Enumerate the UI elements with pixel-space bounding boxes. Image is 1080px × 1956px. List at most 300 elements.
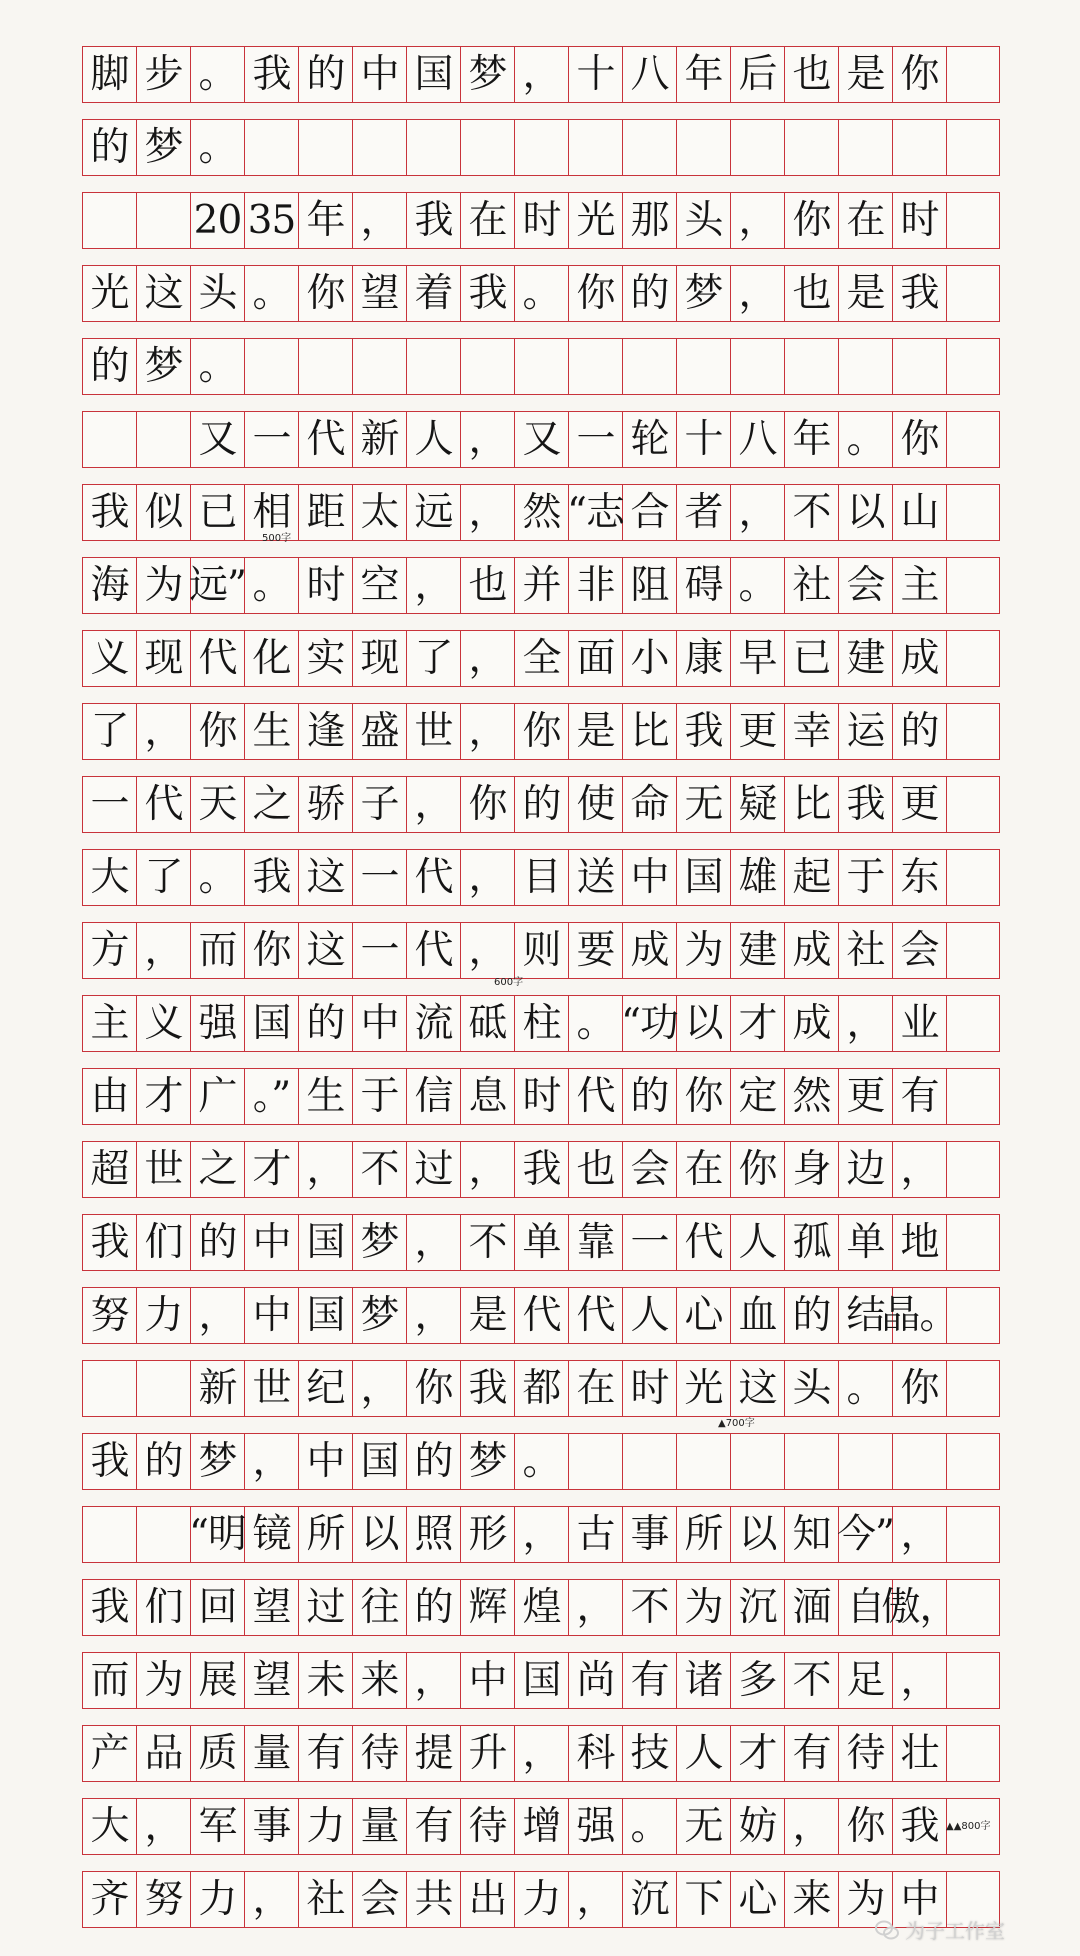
grid-cell: 你 bbox=[785, 193, 839, 248]
grid-cell: 面 bbox=[569, 631, 623, 686]
grid-cell: 目 bbox=[515, 850, 569, 905]
grid-row bbox=[82, 119, 1000, 176]
grid-cell: 海 bbox=[83, 558, 137, 613]
grid-cell: 并 bbox=[515, 558, 569, 613]
grid-cell: 共 bbox=[407, 1872, 461, 1927]
grid-cell bbox=[893, 1434, 947, 1489]
grid-cell: 国 bbox=[515, 1653, 569, 1708]
grid-cell: 心 bbox=[677, 1288, 731, 1343]
grid-cell bbox=[947, 1507, 1001, 1562]
grid-cell: ， bbox=[137, 923, 191, 978]
grid-cell: 实 bbox=[299, 631, 353, 686]
grid-cell bbox=[83, 1361, 137, 1416]
grid-cell bbox=[947, 996, 1001, 1051]
grid-cell: 命 bbox=[623, 777, 677, 832]
grid-cell: 以 bbox=[677, 996, 731, 1051]
word-count-marker-600: 600字 bbox=[494, 977, 524, 988]
grid-cell: ， bbox=[893, 1653, 947, 1708]
grid-cell: 八 bbox=[731, 412, 785, 467]
grid-cell: 产 bbox=[83, 1726, 137, 1781]
grid-cell: 使 bbox=[569, 777, 623, 832]
grid-cell: 所 bbox=[299, 1507, 353, 1562]
grid-cell bbox=[245, 120, 299, 175]
grid-cell: 全 bbox=[515, 631, 569, 686]
grid-cell: 十 bbox=[569, 47, 623, 102]
grid-cell: 。 bbox=[839, 1361, 893, 1416]
grid-cell: 往 bbox=[353, 1580, 407, 1635]
grid-cell: 中 bbox=[353, 996, 407, 1051]
grid-cell: 我 bbox=[515, 1142, 569, 1197]
grid-row bbox=[82, 411, 1000, 468]
grid-cell bbox=[677, 1434, 731, 1489]
grid-cell: 头 bbox=[785, 1361, 839, 1416]
grid-cell: 太 bbox=[353, 485, 407, 540]
grid-cell: 沉 bbox=[731, 1580, 785, 1635]
grid-cell: 然 bbox=[785, 1069, 839, 1124]
grid-cell: 靠 bbox=[569, 1215, 623, 1270]
grid-cell: 待 bbox=[461, 1799, 515, 1854]
grid-cell bbox=[515, 120, 569, 175]
grid-cell: 又 bbox=[191, 412, 245, 467]
grid-cell: 的 bbox=[83, 120, 137, 175]
grid-row bbox=[82, 1068, 1000, 1125]
grid-cell bbox=[947, 704, 1001, 759]
grid-cell: 的 bbox=[407, 1580, 461, 1635]
grid-cell: 脚 bbox=[83, 47, 137, 102]
grid-cell: 梦 bbox=[137, 339, 191, 394]
grid-cell: 人 bbox=[677, 1726, 731, 1781]
grid-cell: 你 bbox=[893, 1361, 947, 1416]
grid-cell: 的 bbox=[299, 47, 353, 102]
grid-cell: 社 bbox=[839, 923, 893, 978]
grid-cell: 望 bbox=[245, 1580, 299, 1635]
grid-cell: 新 bbox=[191, 1361, 245, 1416]
grid-cell bbox=[893, 339, 947, 394]
grid-cell: ， bbox=[461, 923, 515, 978]
grid-cell: 而 bbox=[83, 1653, 137, 1708]
grid-cell: 我 bbox=[893, 266, 947, 321]
grid-cell: 是 bbox=[461, 1288, 515, 1343]
grid-cell: 国 bbox=[299, 1288, 353, 1343]
grid-cell: 息 bbox=[461, 1069, 515, 1124]
grid-cell: ， bbox=[731, 485, 785, 540]
grid-cell bbox=[839, 120, 893, 175]
grid-cell: 者 bbox=[677, 485, 731, 540]
grid-cell: 来 bbox=[353, 1653, 407, 1708]
grid-cell: 努 bbox=[83, 1288, 137, 1343]
grid-cell: 知 bbox=[785, 1507, 839, 1562]
grid-cell bbox=[137, 193, 191, 248]
grid-cell: 时 bbox=[299, 558, 353, 613]
grid-cell: ， bbox=[461, 1142, 515, 1197]
grid-cell: 我 bbox=[83, 485, 137, 540]
grid-cell: 人 bbox=[407, 412, 461, 467]
grid-row bbox=[82, 1141, 1000, 1198]
grid-cell: ， bbox=[893, 1507, 947, 1562]
grid-cell: 时 bbox=[515, 193, 569, 248]
grid-cell: 湎 bbox=[785, 1580, 839, 1635]
grid-cell: 化 bbox=[245, 631, 299, 686]
grid-cell: 在 bbox=[677, 1142, 731, 1197]
grid-cell bbox=[785, 339, 839, 394]
grid-cell: 未 bbox=[299, 1653, 353, 1708]
grid-cell: ， bbox=[569, 1580, 623, 1635]
grid-cell: 光 bbox=[569, 193, 623, 248]
grid-cell: 义 bbox=[83, 631, 137, 686]
grid-cell: ， bbox=[299, 1142, 353, 1197]
grid-cell: 有 bbox=[785, 1726, 839, 1781]
grid-cell: 才 bbox=[731, 996, 785, 1051]
grid-cell bbox=[947, 339, 1001, 394]
grid-cell bbox=[947, 850, 1001, 905]
grid-row bbox=[82, 849, 1000, 906]
grid-cell bbox=[839, 339, 893, 394]
grid-cell: 你 bbox=[407, 1361, 461, 1416]
grid-cell bbox=[947, 558, 1001, 613]
grid-cell: 这 bbox=[137, 266, 191, 321]
word-count-marker-700: ▲700字 bbox=[718, 1418, 755, 1429]
word-count-marker-500: 500字 bbox=[262, 533, 292, 544]
grid-cell: 待 bbox=[839, 1726, 893, 1781]
grid-cell: 的 bbox=[515, 777, 569, 832]
grid-cell: 质 bbox=[191, 1726, 245, 1781]
grid-cell: 大 bbox=[83, 850, 137, 905]
grid-cell: 我 bbox=[245, 47, 299, 102]
grid-row bbox=[82, 1725, 1000, 1782]
grid-cell: 代 bbox=[137, 777, 191, 832]
grid-cell: 后 bbox=[731, 47, 785, 102]
grid-cell: 你 bbox=[893, 47, 947, 102]
grid-cell: 时 bbox=[623, 1361, 677, 1416]
grid-cell: ， bbox=[893, 1142, 947, 1197]
grid-cell bbox=[137, 1361, 191, 1416]
grid-cell: 们 bbox=[137, 1580, 191, 1635]
grid-row bbox=[82, 1871, 1000, 1928]
grid-cell bbox=[947, 631, 1001, 686]
grid-cell bbox=[353, 120, 407, 175]
grid-cell: 人 bbox=[731, 1215, 785, 1270]
grid-cell: 你 bbox=[569, 266, 623, 321]
grid-cell: 增 bbox=[515, 1799, 569, 1854]
grid-cell: 过 bbox=[407, 1142, 461, 1197]
grid-cell: 。” bbox=[245, 1069, 299, 1124]
grid-cell: 的 bbox=[407, 1434, 461, 1489]
grid-cell: 比 bbox=[785, 777, 839, 832]
grid-cell: 在 bbox=[569, 1361, 623, 1416]
grid-cell: 而 bbox=[191, 923, 245, 978]
grid-row bbox=[82, 1433, 1000, 1490]
grid-cell: 光 bbox=[677, 1361, 731, 1416]
grid-cell: 单 bbox=[839, 1215, 893, 1270]
grid-cell: 这 bbox=[299, 923, 353, 978]
grid-cell: “功 bbox=[623, 996, 677, 1051]
grid-cell bbox=[947, 47, 1001, 102]
grid-cell: ， bbox=[515, 1726, 569, 1781]
grid-cell: 又 bbox=[515, 412, 569, 467]
grid-cell bbox=[461, 120, 515, 175]
grid-cell: 为 bbox=[137, 1653, 191, 1708]
grid-cell: 世 bbox=[245, 1361, 299, 1416]
grid-cell: ， bbox=[461, 412, 515, 467]
grid-cell: 有 bbox=[299, 1726, 353, 1781]
grid-cell: 中 bbox=[623, 850, 677, 905]
grid-cell: 人 bbox=[623, 1288, 677, 1343]
grid-cell: 送 bbox=[569, 850, 623, 905]
grid-cell: 我 bbox=[83, 1434, 137, 1489]
grid-cell: 光 bbox=[83, 266, 137, 321]
grid-cell: 更 bbox=[839, 1069, 893, 1124]
grid-cell bbox=[83, 193, 137, 248]
grid-cell: 的 bbox=[623, 266, 677, 321]
grid-cell bbox=[731, 339, 785, 394]
grid-cell: 技 bbox=[623, 1726, 677, 1781]
grid-cell: 一 bbox=[83, 777, 137, 832]
grid-cell: 。 bbox=[191, 120, 245, 175]
grid-cell: 生 bbox=[245, 704, 299, 759]
grid-cell: 不 bbox=[785, 1653, 839, 1708]
grid-cell: 力 bbox=[191, 1872, 245, 1927]
grid-row bbox=[82, 192, 1000, 249]
grid-cell: ， bbox=[353, 193, 407, 248]
grid-cell: 已 bbox=[785, 631, 839, 686]
grid-cell: 力 bbox=[515, 1872, 569, 1927]
grid-cell: 主 bbox=[893, 558, 947, 613]
grid-row bbox=[82, 338, 1000, 395]
grid-cell: 代 bbox=[515, 1288, 569, 1343]
grid-cell: ， bbox=[731, 266, 785, 321]
grid-cell: ， bbox=[461, 631, 515, 686]
grid-cell: 代 bbox=[407, 923, 461, 978]
grid-cell: 相 bbox=[245, 485, 299, 540]
grid-cell: 地 bbox=[893, 1215, 947, 1270]
grid-cell: 形 bbox=[461, 1507, 515, 1562]
grid-cell: 会 bbox=[353, 1872, 407, 1927]
grid-cell: 不 bbox=[353, 1142, 407, 1197]
grid-cell: 定 bbox=[731, 1069, 785, 1124]
grid-cell: 血 bbox=[731, 1288, 785, 1343]
grid-cell: 八 bbox=[623, 47, 677, 102]
grid-cell: 我 bbox=[461, 266, 515, 321]
grid-cell: 纪 bbox=[299, 1361, 353, 1416]
grid-cell: 时 bbox=[893, 193, 947, 248]
grid-cell: 的 bbox=[137, 1434, 191, 1489]
grid-cell: 我 bbox=[245, 850, 299, 905]
grid-cell: 。 bbox=[515, 266, 569, 321]
grid-cell bbox=[677, 120, 731, 175]
grid-cell: 超 bbox=[83, 1142, 137, 1197]
grid-cell: 的 bbox=[191, 1215, 245, 1270]
grid-cell bbox=[623, 339, 677, 394]
grid-cell: 你 bbox=[839, 1799, 893, 1854]
grid-cell: 的 bbox=[299, 996, 353, 1051]
grid-cell: 力 bbox=[137, 1288, 191, 1343]
grid-cell: 梦 bbox=[137, 120, 191, 175]
grid-cell: 才 bbox=[137, 1069, 191, 1124]
grid-cell: 也 bbox=[569, 1142, 623, 1197]
grid-cell bbox=[731, 1434, 785, 1489]
grid-cell: 展 bbox=[191, 1653, 245, 1708]
grid-cell: 的 bbox=[83, 339, 137, 394]
grid-cell: 回 bbox=[191, 1580, 245, 1635]
grid-cell: ， bbox=[461, 485, 515, 540]
grid-cell: 起 bbox=[785, 850, 839, 905]
grid-cell: ， bbox=[731, 193, 785, 248]
grid-cell: 下 bbox=[677, 1872, 731, 1927]
grid-row bbox=[82, 1360, 1000, 1417]
grid-cell: 一 bbox=[569, 412, 623, 467]
grid-cell: 事 bbox=[623, 1507, 677, 1562]
grid-cell: 。 bbox=[839, 412, 893, 467]
grid-cell bbox=[893, 120, 947, 175]
grid-cell: 年 bbox=[299, 193, 353, 248]
grid-row bbox=[82, 1579, 1000, 1636]
grid-row bbox=[82, 1287, 1000, 1344]
grid-cell: 子 bbox=[353, 777, 407, 832]
grid-cell: 成 bbox=[785, 923, 839, 978]
grid-cell bbox=[83, 412, 137, 467]
grid-cell: 国 bbox=[299, 1215, 353, 1270]
grid-cell: 运 bbox=[839, 704, 893, 759]
grid-cell: 待 bbox=[353, 1726, 407, 1781]
grid-cell: 主 bbox=[83, 996, 137, 1051]
grid-cell bbox=[299, 120, 353, 175]
grid-cell: 国 bbox=[353, 1434, 407, 1489]
grid-row bbox=[82, 1506, 1000, 1563]
grid-row bbox=[82, 1214, 1000, 1271]
grid-cell: 也 bbox=[785, 47, 839, 102]
grid-cell: 中 bbox=[461, 1653, 515, 1708]
grid-cell: 幸 bbox=[785, 704, 839, 759]
grid-cell: 新 bbox=[353, 412, 407, 467]
grid-cell: ， bbox=[407, 777, 461, 832]
grid-cell: 妨 bbox=[731, 1799, 785, 1854]
grid-cell: 品 bbox=[137, 1726, 191, 1781]
grid-cell: 单 bbox=[515, 1215, 569, 1270]
grid-cell: 在 bbox=[461, 193, 515, 248]
grid-cell: 。 bbox=[569, 996, 623, 1051]
grid-cell: 我 bbox=[83, 1580, 137, 1635]
grid-cell: ， bbox=[407, 558, 461, 613]
grid-cell: 。 bbox=[731, 558, 785, 613]
grid-cell bbox=[947, 1580, 1001, 1635]
grid-cell: 的 bbox=[785, 1288, 839, 1343]
grid-cell: 逢 bbox=[299, 704, 353, 759]
grid-cell: 晶。 bbox=[893, 1288, 947, 1343]
grid-cell bbox=[947, 1726, 1001, 1781]
grid-cell: 比 bbox=[623, 704, 677, 759]
grid-cell: 也 bbox=[785, 266, 839, 321]
grid-cell: 中 bbox=[245, 1288, 299, 1343]
grid-cell: 升 bbox=[461, 1726, 515, 1781]
grid-cell: 国 bbox=[677, 850, 731, 905]
grid-row bbox=[82, 995, 1000, 1052]
grid-cell: 以 bbox=[353, 1507, 407, 1562]
grid-cell: 们 bbox=[137, 1215, 191, 1270]
grid-cell: 一 bbox=[353, 850, 407, 905]
grid-cell bbox=[785, 1434, 839, 1489]
grid-cell bbox=[947, 1434, 1001, 1489]
grid-cell: “明 bbox=[191, 1507, 245, 1562]
grid-cell: 。 bbox=[191, 47, 245, 102]
grid-cell: 孤 bbox=[785, 1215, 839, 1270]
grid-cell bbox=[137, 1507, 191, 1562]
grid-cell bbox=[947, 1069, 1001, 1124]
grid-cell: 自 bbox=[839, 1580, 893, 1635]
grid-cell: 时 bbox=[515, 1069, 569, 1124]
grid-cell: 现 bbox=[353, 631, 407, 686]
grid-cell: 则 bbox=[515, 923, 569, 978]
grid-cell: ， bbox=[569, 1872, 623, 1927]
grid-row bbox=[82, 484, 1000, 541]
grid-cell bbox=[461, 339, 515, 394]
grid-cell: 国 bbox=[245, 996, 299, 1051]
grid-row bbox=[82, 1652, 1000, 1709]
grid-cell bbox=[299, 339, 353, 394]
grid-cell: 来 bbox=[785, 1872, 839, 1927]
grid-cell: 为 bbox=[137, 558, 191, 613]
grid-cell: 业 bbox=[893, 996, 947, 1051]
grid-cell bbox=[407, 339, 461, 394]
grid-cell: 望 bbox=[245, 1653, 299, 1708]
grid-cell: 不 bbox=[623, 1580, 677, 1635]
grid-cell: 之 bbox=[191, 1142, 245, 1197]
grid-cell: ， bbox=[245, 1434, 299, 1489]
grid-cell: 了 bbox=[83, 704, 137, 759]
grid-cell: 也 bbox=[461, 558, 515, 613]
grid-cell: 齐 bbox=[83, 1872, 137, 1927]
grid-cell: 义 bbox=[137, 996, 191, 1051]
grid-cell: ， bbox=[785, 1799, 839, 1854]
grid-cell bbox=[353, 339, 407, 394]
grid-cell: 古 bbox=[569, 1507, 623, 1562]
grid-row bbox=[82, 557, 1000, 614]
grid-cell: 代 bbox=[677, 1215, 731, 1270]
grid-cell bbox=[947, 923, 1001, 978]
grid-cell bbox=[947, 1288, 1001, 1343]
grid-cell: 柱 bbox=[515, 996, 569, 1051]
grid-cell: 以 bbox=[839, 485, 893, 540]
grid-cell: 空 bbox=[353, 558, 407, 613]
grid-cell: 头 bbox=[191, 266, 245, 321]
grid-cell: ， bbox=[515, 1507, 569, 1562]
grid-cell: 了 bbox=[407, 631, 461, 686]
grid-cell: 你 bbox=[893, 412, 947, 467]
grid-cell: 不 bbox=[785, 485, 839, 540]
grid-cell bbox=[731, 120, 785, 175]
grid-cell: 20 bbox=[191, 193, 245, 248]
grid-cell bbox=[677, 339, 731, 394]
grid-cell: 我 bbox=[893, 1799, 947, 1854]
grid-cell: 照 bbox=[407, 1507, 461, 1562]
grid-cell: ， bbox=[515, 47, 569, 102]
grid-cell: 一 bbox=[353, 923, 407, 978]
grid-cell: 我 bbox=[677, 704, 731, 759]
grid-cell: 更 bbox=[731, 704, 785, 759]
grid-cell: 科 bbox=[569, 1726, 623, 1781]
grid-row bbox=[82, 265, 1000, 322]
grid-cell: 合 bbox=[623, 485, 677, 540]
grid-cell: ， bbox=[137, 704, 191, 759]
grid-cell: 着 bbox=[407, 266, 461, 321]
grid-cell: 代 bbox=[299, 412, 353, 467]
grid-row bbox=[82, 46, 1000, 103]
grid-cell: ， bbox=[407, 1288, 461, 1343]
grid-cell: 步 bbox=[137, 47, 191, 102]
grid-cell: 要 bbox=[569, 923, 623, 978]
grid-cell: 建 bbox=[839, 631, 893, 686]
grid-cell: 辉 bbox=[461, 1580, 515, 1635]
grid-cell: 之 bbox=[245, 777, 299, 832]
